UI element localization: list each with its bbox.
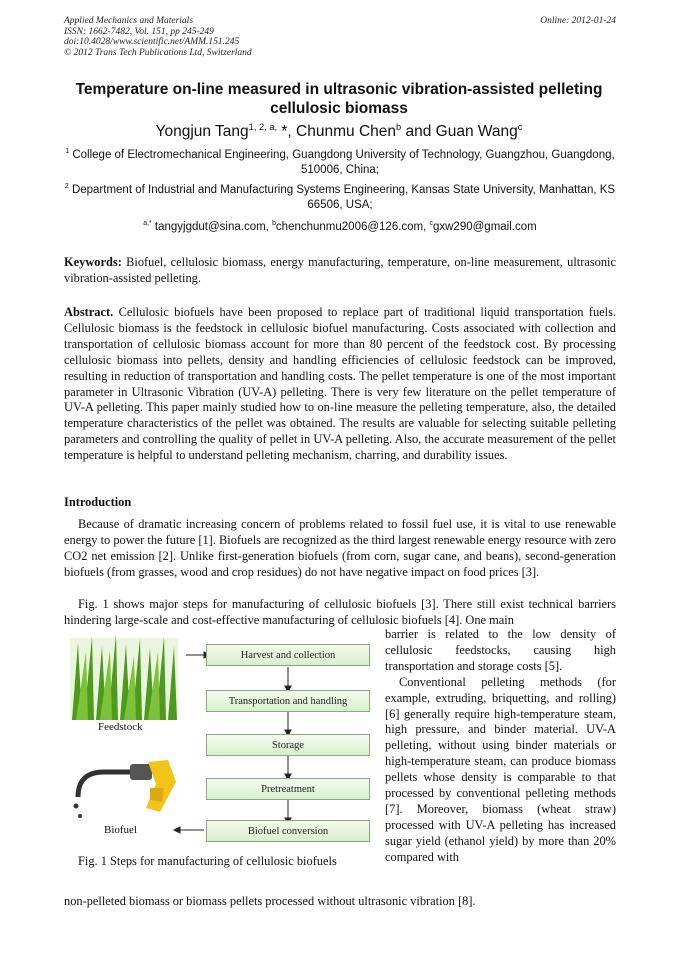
- author-3-sup: c: [517, 121, 523, 132]
- journal-header: [64, 16, 616, 58]
- email-1-sup: a,*: [143, 220, 152, 228]
- figure-1: [64, 632, 382, 872]
- affiliation-1-text: College of Electromechanical Engineering, Guangdong University of Technology, Guangzhou, Guangdong, 510006, China;: [69, 149, 615, 176]
- abstract-text: Cellulosic biofuels have been proposed to replace part of traditional liquid transportation fuels. Cellulosic biomass is the feedstock in cellulosic biofuel manufacturing. Costs associated with collection and transportation of cellulosic biomass account for more than 80 percent of the feedstock cost. By processing cellulosic biomass into pellets, density and handling efficiencies of cellulosic feedstock can be improved, resulting in reduction of transportation and handling costs. The pellet temperature is one of the most important parameter in Ultrasonic Vibration (UV-A) pelleting. There is very few literature on the pellet temperature of UV-A pelleting. This paper mainly studied how to on-line measure the pelleting temperature, also, the detailed temperature characteristics of the pellet was obtained. The results are valuable for selecting suitable pelleting parameters and controlling the quality of pellet in UV-A pelleting. Also, the accurate measurement of the pellet temperature is helpful to understand pelleting mechanism, charring, and durability issues.: [64, 305, 616, 463]
- doi-line: doi:10.4028/www.scientific.net/AMM.151.245: [64, 37, 240, 47]
- intro-paragraph-2: Fig. 1 shows major steps for manufacturing of cellulosic biofuels [3]. There still exist technical barriers hindering large-scale and cost-effective manufacturing of cellulosic biofuels [4]. One main: [64, 597, 616, 627]
- abstract: [64, 305, 616, 464]
- fuel-nozzle-image: [74, 760, 177, 818]
- author-2: Chunmu Chen: [296, 123, 396, 140]
- email-1: tangyjgdut@sina.com,: [151, 221, 273, 233]
- author-3: and Guan Wang: [401, 123, 518, 140]
- abstract-label: Abstract.: [64, 305, 114, 319]
- section-heading-introduction: Introduction: [64, 495, 132, 509]
- affiliation-2-sup: 2: [64, 183, 69, 191]
- intro-paragraph-1: Because of dramatic increasing concern of problems related to fossil fuel use, it is vital to use renewable energy to power the future [1]. Biofuels are recognized as the third largest renewable energy resource with zero CO2 net emission [2]. Unlike first-generation biofuels (from corn, sugar cane, and beans), second-generation biofuels (from grasses, wood and crop residues) do not have negative impact on food prices [3].: [64, 517, 616, 579]
- email-2-sup: b: [272, 220, 276, 228]
- email-line: [64, 220, 616, 235]
- affiliation-2: [64, 183, 616, 213]
- affiliation-2-text: Department of Industrial and Manufacturing Systems Engineering, Kansas State University, Manhattan, KS 66506, USA;: [68, 184, 616, 211]
- feedstock-label: Feedstock: [98, 721, 143, 733]
- right-column-text: [385, 627, 616, 866]
- keywords-text: Biofuel, cellulosic biomass, energy manufacturing, temperature, on-line measurement, ultrasonic vibration-assisted pelleting.: [64, 255, 616, 285]
- step-transportation: Transportation and handling: [206, 690, 370, 712]
- journal-name: Applied Mechanics and Materials: [64, 16, 194, 26]
- grass-image: [70, 634, 178, 720]
- copyright-line: © 2012 Trans Tech Publications Ltd, Switzerland: [64, 47, 252, 58]
- step-biofuel-conversion: Biofuel conversion: [206, 820, 370, 842]
- step-harvest: Harvest and collection: [206, 644, 370, 666]
- paper-title: Temperature on-line measured in ultrasonic vibration-assisted pelleting cellulosic biomass: [75, 81, 603, 117]
- author-1-sup: 1, 2, a,: [248, 121, 278, 132]
- keywords: [64, 255, 616, 287]
- intro-paragraph-2-continued: barrier is related to the low density of cellulosic feedstocks, causing high transportation and storage costs [5].: [385, 627, 616, 673]
- affiliation-1-sup: 1: [65, 148, 70, 156]
- author-line: [44, 122, 634, 142]
- biofuel-label: Biofuel: [104, 824, 137, 836]
- step-pretreatment: Pretreatment: [206, 778, 370, 800]
- author-1-tail: *,: [277, 123, 297, 140]
- issn-line: ISSN: 1662-7482, Vol. 151, pp 245-249: [64, 26, 214, 37]
- intro-paragraph-3: Conventional pelleting methods (for example, extruding, briquetting, and rolling) [6] generally require high-temperature steam, high pressure, and binder material. UV-A pelleting, without using binder materials or high-temperature steam, can produce biomass pellets whose density is comparable to that processed by conventional pelleting methods [7]. Moreover, biomass (wheat straw) processed with UV-A pelleting has increased sugar yield (ethanol yield) by more than 20% compared with: [385, 674, 616, 864]
- affiliation-1: [64, 148, 616, 178]
- author-1: Yongjun Tang: [155, 123, 249, 140]
- step-storage: Storage: [206, 734, 370, 756]
- online-date: Online: 2012-01-24: [540, 16, 616, 26]
- keywords-label: Keywords:: [64, 255, 122, 269]
- email-3: gxw290@gmail.com: [432, 221, 537, 233]
- intro-paragraph-3-end: non-pelleted biomass or biomass pellets processed without ultrasonic vibration [8].: [64, 894, 476, 908]
- email-2: chenchunmu2006@126.com,: [275, 221, 430, 233]
- author-2-sup: b: [396, 121, 402, 132]
- figure-1-caption: Fig. 1 Steps for manufacturing of cellulosic biofuels: [78, 854, 337, 868]
- email-3-sup: c: [429, 220, 433, 228]
